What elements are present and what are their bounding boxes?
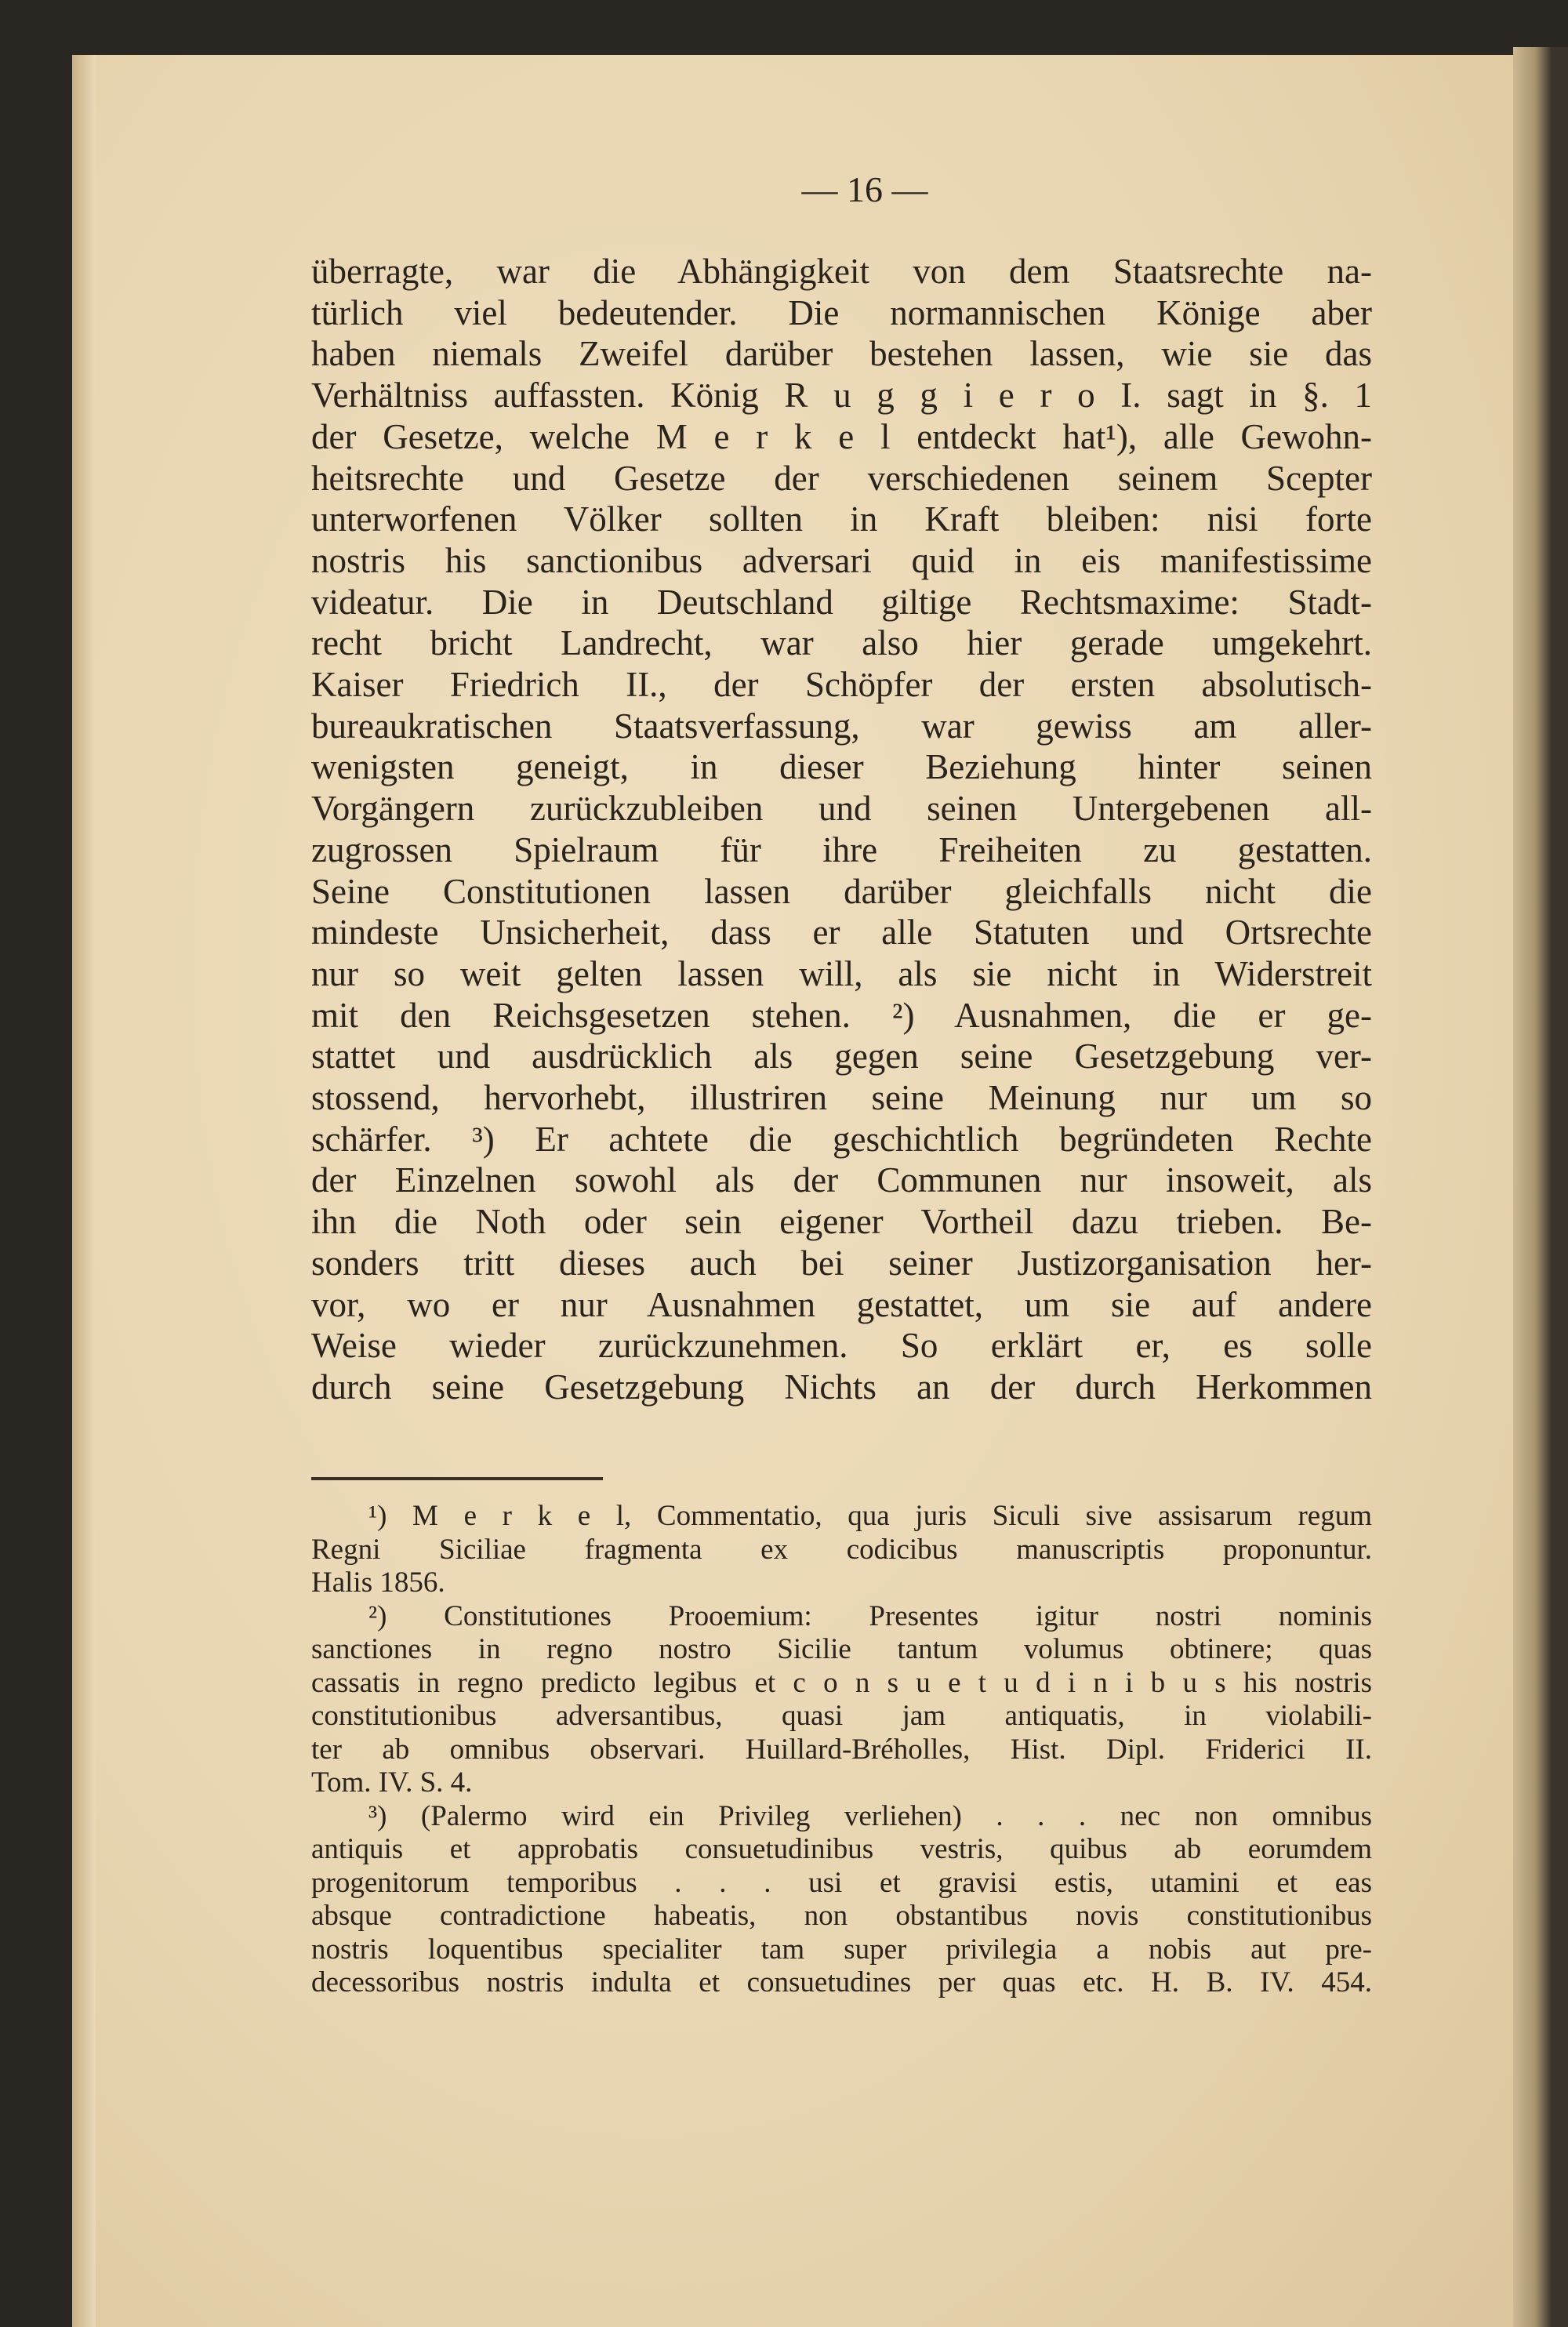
body-line: haben niemals Zweifel darüber bestehen lassen, wie sie das xyxy=(311,334,1372,374)
body-line: Seine Constitutionen lassen darüber gleichfalls nicht die xyxy=(311,871,1372,911)
body-line: bureaukratischen Staatsverfassung, war gewiss am aller- xyxy=(311,706,1372,746)
body-line: mit den Reichsgesetzen stehen. ²) Ausnahmen, die er ge- xyxy=(311,995,1372,1035)
body-line: zugrossen Spielraum für ihre Freiheiten zu gestatten. xyxy=(311,830,1372,869)
page-number: — 16 — xyxy=(801,169,928,209)
footnote-line: ²) Constitutiones Prooemium: Presentes igitur nostri nominis xyxy=(368,1599,1372,1632)
body-line: schärfer. ³) Er achtete die geschichtlich begründeten Rechte xyxy=(311,1119,1372,1159)
footnote-rule xyxy=(311,1477,603,1480)
footnote-line: ter ab omnibus observari. Huillard-Bréholles, Hist. Dipl. Friderici II. xyxy=(311,1733,1372,1766)
body-line: türlich viel bedeutender. Die normannischen Könige aber xyxy=(311,292,1372,332)
body-line: Weise wieder zurückzunehmen. So erklärt er, es solle xyxy=(311,1326,1372,1366)
footnote-line: cassatis in regno predicto legibus et c o n s u e t u d i n i b u s his nostris xyxy=(311,1666,1372,1699)
footnote-line: antiquis et approbatis consuetudinibus vestris, quibus ab eorumdem xyxy=(311,1833,1372,1865)
footnote-line: decessoribus nostris indulta et consuetudines per quas etc. H. B. IV. 454. xyxy=(311,1966,1372,1998)
footnote-line: constitutionibus adversantibus, quasi jam antiquatis, in violabili- xyxy=(311,1700,1372,1732)
body-line: stattet und ausdrücklich als gegen seine Gesetzgebung ver- xyxy=(311,1036,1372,1076)
body-line: wenigsten geneigt, in dieser Beziehung hinter seinen xyxy=(311,747,1372,787)
body-line: nur so weit gelten lassen will, als sie nicht in Widerstreit xyxy=(311,953,1372,993)
footnote-line: Tom. IV. S. 4. xyxy=(311,1766,473,1799)
page-gutter xyxy=(72,55,96,2327)
footnote-line: Regni Siciliae fragmenta ex codicibus manuscriptis proponuntur. xyxy=(311,1533,1372,1566)
body-line: Verhältniss auffassten. König R u g g i e r o I. sagt in §. 1 xyxy=(311,376,1372,416)
body-line: mindeste Unsicherheit, dass er alle Statuten und Ortsrechte xyxy=(311,913,1372,953)
body-line: durch seine Gesetzgebung Nichts an der durch Herkommen xyxy=(311,1367,1372,1407)
footnote-line: ³) (Palermo wird ein Privileg verliehen) . . . nec non omnibus xyxy=(368,1799,1372,1832)
footnote-line: absque contradictione habeatis, non obstantibus novis constitutionibus xyxy=(311,1900,1372,1932)
body-line: der Einzelnen sowohl als der Communen nur insoweit, als xyxy=(311,1160,1372,1200)
footnote-line: Halis 1856. xyxy=(311,1566,445,1599)
footnote-line: progenitorum temporibus . . . usi et gravisi estis, utamini et eas xyxy=(311,1866,1372,1899)
body-line: sonders tritt dieses auch bei seiner Justizorganisation her- xyxy=(311,1243,1372,1283)
body-line: heitsrechte und Gesetze der verschiedenen seinem Scepter xyxy=(311,458,1372,498)
body-line: überragte, war die Abhängigkeit von dem Staatsrechte na- xyxy=(311,252,1372,291)
body-line: videatur. Die in Deutschland giltige Rechtsmaxime: Stadt- xyxy=(311,582,1372,622)
footnote-line: ¹) M e r k e l, Commentatio, qua juris Siculi sive assisarum regum xyxy=(368,1500,1372,1532)
page-edge xyxy=(1513,47,1568,2327)
body-line: der Gesetze, welche M e r k e l entdeckt hat¹), alle Gewohn- xyxy=(311,416,1372,456)
body-line: recht bricht Landrecht, war also hier gerade umgekehrt. xyxy=(311,623,1372,663)
body-line: stossend, hervorhebt, illustriren seine Meinung nur um so xyxy=(311,1078,1372,1117)
body-line: Vorgängern zurückzubleiben und seinen Untergebenen all- xyxy=(311,789,1372,829)
body-line: vor, wo er nur Ausnahmen gestattet, um sie auf andere xyxy=(311,1284,1372,1324)
body-line: Kaiser Friedrich II., der Schöpfer der ersten absolutisch- xyxy=(311,665,1372,704)
body-line: ihn die Noth oder sein eigener Vortheil dazu trieben. Be- xyxy=(311,1202,1372,1242)
body-line: unterworfenen Völker sollten in Kraft bleiben: nisi forte xyxy=(311,499,1372,539)
body-line: nostris his sanctionibus adversari quid in eis manifestissime xyxy=(311,540,1372,580)
footnote-line: nostris loquentibus specialiter tam super privilegia a nobis aut pre- xyxy=(311,1933,1372,1966)
footnote-line: sanctiones in regno nostro Sicilie tantum volumus obtinere; quas xyxy=(311,1633,1372,1665)
